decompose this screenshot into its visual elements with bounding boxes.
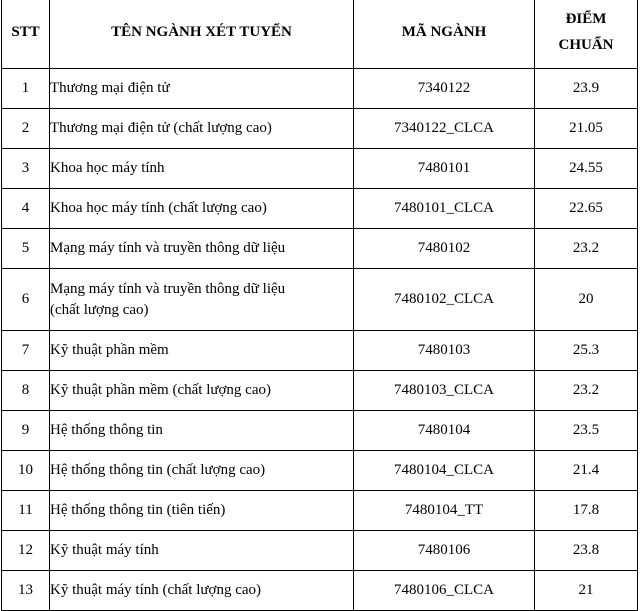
row-stt: 3 xyxy=(2,149,50,189)
table-header-row xyxy=(2,0,638,69)
row-major-name-line1: Mạng máy tính và truyền thông dữ liệu xyxy=(50,280,286,297)
row-major-code: 7480104_TT xyxy=(354,491,535,531)
row-major-name-line1: Hệ thống thông tin (tiên tiến) xyxy=(50,502,226,518)
row-stt: 6 xyxy=(2,269,50,331)
row-major-code: 7340122_CLCA xyxy=(354,109,535,149)
row-major-name-line1: Kỹ thuật phần mềm xyxy=(50,342,169,358)
row-major-name xyxy=(50,491,354,531)
table-row xyxy=(2,451,638,491)
header-stt: STT xyxy=(2,0,50,69)
row-major-code: 7480102 xyxy=(354,229,535,269)
row-major-name xyxy=(50,331,354,371)
row-major-code: 7480106_CLCA xyxy=(354,571,535,611)
row-stt: 8 xyxy=(2,371,50,411)
row-stt: 4 xyxy=(2,189,50,229)
row-major-name xyxy=(50,571,354,611)
row-cutoff-score: 21.4 xyxy=(535,451,638,491)
header-major-name: TÊN NGÀNH XÉT TUYỂN xyxy=(50,0,354,69)
row-stt: 13 xyxy=(2,571,50,611)
row-major-name-line1: Khoa học máy tính xyxy=(50,160,165,176)
row-cutoff-score: 23.2 xyxy=(535,229,638,269)
table-row xyxy=(2,109,638,149)
table-row xyxy=(2,149,638,189)
row-major-name-line1: Thương mại điện tử (chất lượng cao) xyxy=(50,120,272,136)
row-stt: 2 xyxy=(2,109,50,149)
row-stt: 12 xyxy=(2,531,50,571)
row-major-name xyxy=(50,371,354,411)
admission-scores-table xyxy=(1,0,638,611)
row-cutoff-score: 21.05 xyxy=(535,109,638,149)
row-major-code: 7480106 xyxy=(354,531,535,571)
row-major-name-line1: Kỹ thuật máy tính (chất lượng cao) xyxy=(50,582,262,598)
table-row xyxy=(2,269,638,331)
row-major-name xyxy=(50,269,354,331)
table-row xyxy=(2,491,638,531)
row-stt: 7 xyxy=(2,331,50,371)
row-major-name xyxy=(50,229,354,269)
row-cutoff-score: 23.2 xyxy=(535,371,638,411)
row-major-code: 7480103 xyxy=(354,331,535,371)
row-major-name xyxy=(50,451,354,491)
row-cutoff-score: 21 xyxy=(535,571,638,611)
row-major-name-line1: Hệ thống thông tin (chất lượng cao) xyxy=(50,462,266,478)
row-stt: 9 xyxy=(2,411,50,451)
row-major-code: 7340122 xyxy=(354,69,535,109)
table-body xyxy=(2,69,638,611)
row-stt: 1 xyxy=(2,69,50,109)
header-cutoff-score-line1: ĐIỂM xyxy=(565,10,607,27)
table-row xyxy=(2,229,638,269)
row-major-code: 7480101 xyxy=(354,149,535,189)
row-cutoff-score: 17.8 xyxy=(535,491,638,531)
row-major-code: 7480104 xyxy=(354,411,535,451)
header-cutoff-score xyxy=(535,0,638,69)
row-major-name-line1: Thương mại điện tử xyxy=(50,80,170,96)
row-major-name-line1: Kỹ thuật máy tính xyxy=(50,542,159,558)
row-major-name xyxy=(50,149,354,189)
row-cutoff-score: 22.65 xyxy=(535,189,638,229)
table-row xyxy=(2,371,638,411)
row-major-code: 7480103_CLCA xyxy=(354,371,535,411)
row-major-name-line1: Khoa học máy tính (chất lượng cao) xyxy=(50,200,267,216)
table-row xyxy=(2,531,638,571)
table-row xyxy=(2,69,638,109)
row-cutoff-score: 23.5 xyxy=(535,411,638,451)
row-major-code: 7480104_CLCA xyxy=(354,451,535,491)
table-row xyxy=(2,571,638,611)
row-major-name-line2: (chất lượng cao) xyxy=(50,301,149,318)
row-major-code: 7480102_CLCA xyxy=(354,269,535,331)
row-major-name-line1: Mạng máy tính và truyền thông dữ liệu xyxy=(50,240,286,256)
row-stt: 10 xyxy=(2,451,50,491)
row-stt: 11 xyxy=(2,491,50,531)
row-major-name xyxy=(50,411,354,451)
row-major-name xyxy=(50,69,354,109)
header-cutoff-score-line2: CHUẨN xyxy=(558,36,614,53)
row-stt: 5 xyxy=(2,229,50,269)
row-cutoff-score: 20 xyxy=(535,269,638,331)
row-major-name xyxy=(50,109,354,149)
table-row xyxy=(2,411,638,451)
row-major-name-line1: Kỹ thuật phần mềm (chất lượng cao) xyxy=(50,382,271,398)
row-major-name-line1: Hệ thống thông tin xyxy=(50,422,163,438)
table-row xyxy=(2,189,638,229)
row-major-code: 7480101_CLCA xyxy=(354,189,535,229)
header-major-code: MÃ NGÀNH xyxy=(354,0,535,69)
table-row xyxy=(2,331,638,371)
row-cutoff-score: 24.55 xyxy=(535,149,638,189)
row-cutoff-score: 25.3 xyxy=(535,331,638,371)
row-cutoff-score: 23.9 xyxy=(535,69,638,109)
row-cutoff-score: 23.8 xyxy=(535,531,638,571)
row-major-name xyxy=(50,189,354,229)
row-major-name xyxy=(50,531,354,571)
